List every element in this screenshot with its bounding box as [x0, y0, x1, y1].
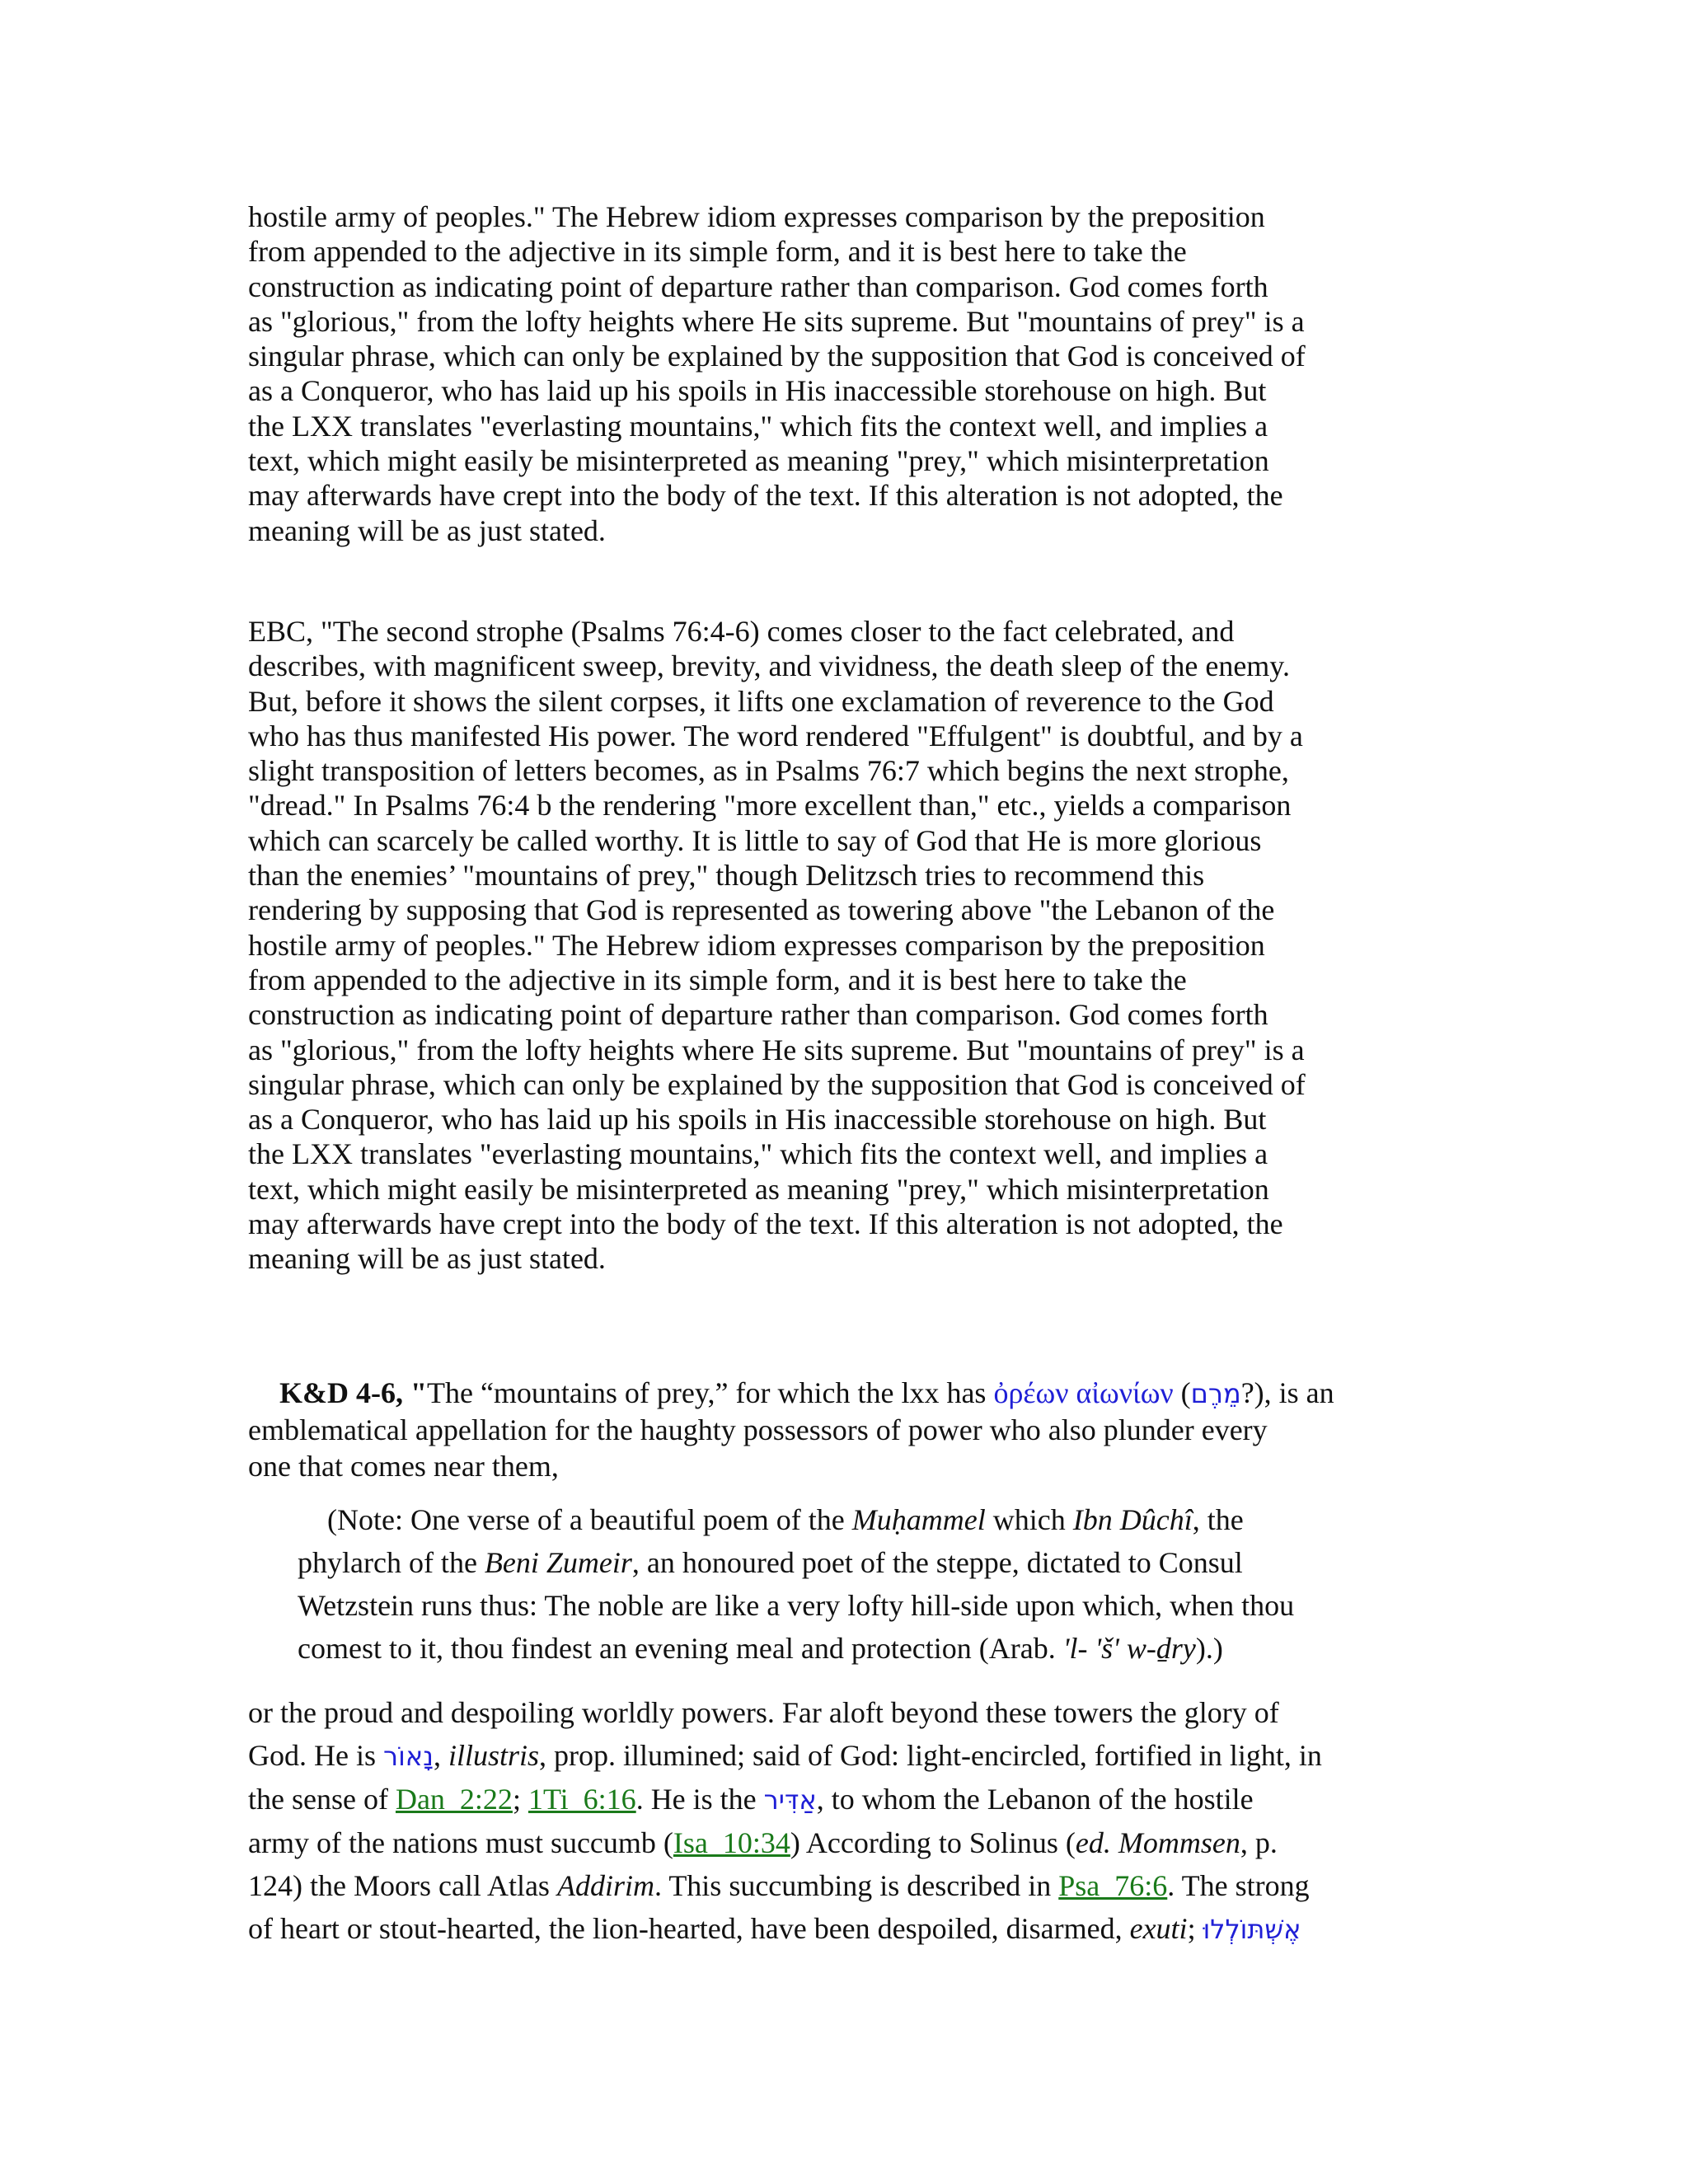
text-line: describes, with magnificent sweep, brevity, and vividness, the death sleep of the enemy.: [248, 649, 1290, 683]
text-line: as a Conqueror, who has laid up his spoils in His inaccessible storehouse on high. But: [248, 374, 1267, 408]
text-run: , p.: [1240, 1826, 1278, 1859]
text-line: emblematical appellation for the haughty possessors of power who also plunder every: [248, 1413, 1268, 1446]
paragraph-kd-continued: [248, 1691, 1443, 1951]
text-line: [298, 1498, 1443, 1541]
text-line: [298, 1541, 1443, 1584]
text-run: . He is the: [635, 1783, 764, 1816]
text-run: ,: [433, 1739, 448, 1772]
text-line: [298, 1627, 1443, 1670]
text-run: the sense of: [248, 1783, 396, 1816]
text-line: [248, 1778, 1443, 1821]
text-line: singular phrase, which can only be explained by the supposition that God is conceived of: [248, 1067, 1306, 1101]
text-line: rendering by supposing that God is represented as towering above "the Lebanon of the: [248, 893, 1275, 927]
scripture-link-psa[interactable]: Psa_76:6: [1058, 1869, 1168, 1902]
text-run: ;: [1187, 1912, 1203, 1945]
text-line: [248, 1734, 1443, 1778]
text-line: "dread." In Psalms 76:4 b the rendering "more excellent than," etc., yields a comparison: [248, 789, 1292, 823]
hebrew-term: נָאוֹר: [383, 1741, 434, 1772]
text-run: , prop. illumined; said of God: light-encircled, fortified in light, in: [539, 1739, 1322, 1772]
italic-term: ed. Mommsen: [1075, 1826, 1240, 1859]
text-run: , the: [1192, 1503, 1244, 1536]
text-line: the LXX translates "everlasting mountains," which fits the context well, and implies a: [248, 1137, 1268, 1171]
text-run: . This succumbing is described in: [654, 1869, 1059, 1902]
italic-term: 'l- 'š' w-ḏry: [1062, 1632, 1196, 1665]
hebrew-term: אֶשְׁתּוֹלְלוּ: [1203, 1914, 1301, 1945]
text-line: hostile army of peoples." The Hebrew idiom expresses comparison by the preposition: [248, 928, 1265, 962]
text-line: may afterwards have crept into the body of the text. If this alteration is not adopted, the: [248, 479, 1283, 513]
text-line: may afterwards have crept into the body of the text. If this alteration is not adopted, the: [248, 1207, 1283, 1241]
text-run: (: [1173, 1376, 1191, 1409]
text-run: army of the nations must succumb (: [248, 1826, 673, 1859]
text-line: [248, 1821, 1443, 1864]
text-line: than the enemies’ "mountains of prey," though Delitzsch tries to recommend this: [248, 859, 1205, 893]
italic-term: Addirim: [556, 1869, 654, 1902]
text-line: [248, 1375, 1443, 1412]
text-run: phylarch of the: [298, 1546, 485, 1579]
hebrew-term: אַדִּיר: [763, 1784, 817, 1816]
text-run: of heart or stout-hearted, the lion-hearted, have been despoiled, disarmed,: [248, 1912, 1130, 1945]
text-line: from appended to the adjective in its simple form, and it is best here to take the: [248, 963, 1187, 996]
text-run: which: [985, 1503, 1073, 1536]
footnote-block: [298, 1498, 1443, 1670]
italic-term: illustris: [448, 1739, 540, 1772]
text-line: meaning will be as just stated.: [248, 513, 606, 547]
scripture-link-isa[interactable]: Isa_10:34: [673, 1826, 790, 1859]
text-run: ?), is an: [1240, 1376, 1334, 1409]
text-run: . The strong: [1167, 1869, 1310, 1902]
text-line: singular phrase, which can only be explained by the supposition that God is conceived of: [248, 340, 1306, 373]
text-line: Wetzstein runs thus: The noble are like a very lofty hill-side upon which, when thou: [298, 1589, 1295, 1622]
italic-term: exuti: [1129, 1912, 1188, 1945]
text-run: God. He is: [248, 1739, 383, 1772]
text-run: (Note: One verse of a beautiful poem of the: [327, 1503, 852, 1536]
text-line: EBC, "The second strophe (Psalms 76:4-6) comes closer to the fact celebrated, and: [248, 615, 1235, 648]
paragraph-ebc: [248, 614, 1443, 1277]
paragraph-kd: [248, 1375, 1443, 1484]
text-run: ).): [1195, 1632, 1223, 1665]
scripture-link-dan[interactable]: Dan_2:22: [395, 1783, 513, 1816]
text-line: text, which might easily be misinterpreted as meaning "prey," which misinterpretation: [248, 1172, 1269, 1206]
text-line: slight transposition of letters becomes, as in Psalms 76:7 which begins the next strophe,: [248, 754, 1289, 788]
text-run: , to whom the Lebanon of the hostile: [816, 1783, 1254, 1816]
italic-term: Beni Zumeir: [484, 1546, 632, 1579]
text-line: text, which might easily be misinterpreted as meaning "prey," which misinterpretation: [248, 444, 1269, 478]
text-run: ;: [512, 1783, 528, 1816]
text-line: as "glorious," from the lofty heights where He sits supreme. But "mountains of prey" is a: [248, 1033, 1305, 1066]
text-line: or the proud and despoiling worldly powers. Far aloft beyond these towers the glory of: [248, 1696, 1279, 1729]
text-line: construction as indicating point of departure rather than comparison. God comes forth: [248, 998, 1268, 1032]
text-line: construction as indicating point of departure rather than comparison. God comes forth: [248, 269, 1268, 303]
paragraph-continuation: [248, 199, 1443, 548]
text-line: the LXX translates "everlasting mountains," which fits the context well, and implies a: [248, 409, 1268, 443]
text-line: [248, 1864, 1443, 1907]
italic-term: Ibn Dûchî: [1072, 1503, 1193, 1536]
text-line: as "glorious," from the lofty heights where He sits supreme. But "mountains of prey" is a: [248, 304, 1305, 338]
text-line: [248, 1907, 1443, 1951]
greek-term: ὀρέων αἰωνίων: [993, 1376, 1174, 1409]
text-line: But, before it shows the silent corpses, it lifts one exclamation of reverence to the God: [248, 684, 1274, 718]
text-line: which can scarcely be called worthy. It is little to say of God that He is more glorious: [248, 823, 1262, 857]
text-line: from appended to the adjective in its simple form, and it is best here to take the: [248, 235, 1187, 269]
text-run: The “mountains of prey,” for which the lxx has: [426, 1376, 994, 1409]
text-line: hostile army of peoples." The Hebrew idiom expresses comparison by the preposition: [248, 200, 1265, 233]
text-run: 124) the Moors call Atlas: [248, 1869, 557, 1902]
text-line: as a Conqueror, who has laid up his spoils in His inaccessible storehouse on high. But: [248, 1103, 1267, 1137]
italic-term: Muḥammel: [851, 1503, 986, 1536]
text-line: who has thus manifested His power. The word rendered "Effulgent" is doubtful, and by a: [248, 719, 1303, 752]
hebrew-term: מֵרֶם: [1190, 1378, 1241, 1409]
kd-heading: K&D 4-6, ": [279, 1376, 427, 1409]
text-run: ) According to Solinus (: [790, 1826, 1076, 1859]
text-line: one that comes near them,: [248, 1450, 559, 1483]
scripture-link-1ti[interactable]: 1Ti_6:16: [528, 1783, 636, 1816]
text-line: meaning will be as just stated.: [248, 1242, 606, 1276]
text-run: , an honoured poet of the steppe, dictated to Consul: [631, 1546, 1243, 1579]
text-run: comest to it, thou findest an evening meal and protection (Arab.: [298, 1632, 1063, 1665]
